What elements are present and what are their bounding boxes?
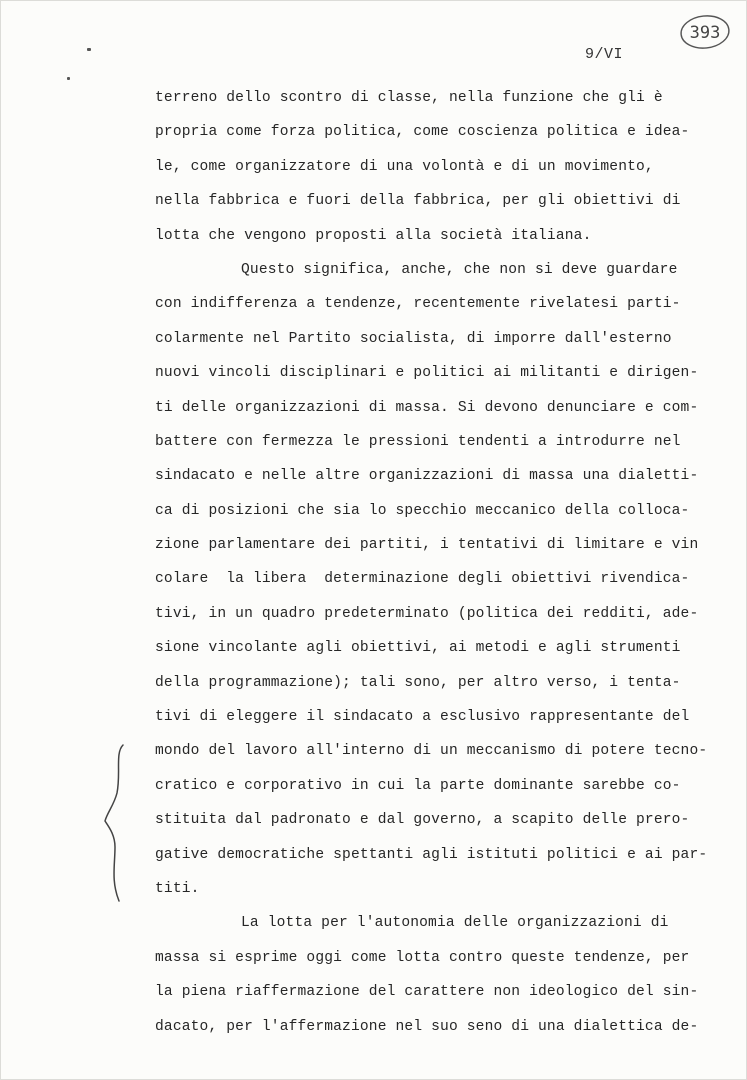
text-line: dacato, per l'affermazione nel suo seno di una dialettica de- xyxy=(155,1018,699,1035)
archive-stamp xyxy=(679,13,731,51)
text-line: con indifferenza a tendenze, recentemente rivelatesi parti- xyxy=(155,296,681,313)
text-line: la piena riaffermazione del carattere non ideologico del sin- xyxy=(155,984,699,1001)
text-line: colarmente nel Partito socialista, di imporre dall'esterno xyxy=(155,330,672,347)
text-line: tivi di eleggere il sindacato a esclusivo rappresentante del xyxy=(155,709,690,726)
text-line: terreno dello scontro di classe, nella funzione che gli è xyxy=(155,90,663,106)
archive-stamp-number: 393 xyxy=(689,23,721,43)
archive-stamp-graphic xyxy=(679,13,731,51)
text-line: cratico e corporativo in cui la parte dominante sarebbe co- xyxy=(155,777,681,794)
text-line: gative democratiche spettanti agli istituti politici e ai par- xyxy=(155,846,708,863)
text-line: propria come forza politica, come coscienza politica e idea- xyxy=(155,124,690,141)
body-text xyxy=(155,81,715,1044)
text-line: sione vincolante agli obiettivi, ai metodi e agli strumenti xyxy=(155,640,681,657)
text-line: massa si esprime oggi come lotta contro queste tendenze, per xyxy=(155,949,690,966)
paragraph-first-line: La lotta per l'autonomia delle organizzazioni di xyxy=(241,915,669,932)
text-line: lotta che vengono proposti alla società italiana. xyxy=(155,227,592,244)
paragraph-first-line: Questo significa, anche, che non si deve guardare xyxy=(241,261,678,278)
text-line: battere con fermezza le pressioni tendenti a introdurre nel xyxy=(155,433,681,450)
text-line: colare la libera determinazione degli obiettivi rivendica- xyxy=(155,571,690,588)
text-line: mondo del lavoro all'interno di un meccanismo di potere tecno- xyxy=(155,743,708,760)
text-line: zione parlamentare dei partiti, i tentativi di limitare e vin xyxy=(155,537,699,554)
text-line: sindacato e nelle altre organizzazioni di massa una dialetti- xyxy=(155,468,699,485)
ink-speck xyxy=(87,48,91,51)
page-number: 9/VI xyxy=(585,46,624,63)
text-line: ti delle organizzazioni di massa. Si devono denunciare e com- xyxy=(155,399,699,416)
text-line: della programmazione); tali sono, per altro verso, i tenta- xyxy=(155,674,681,691)
text-line: ca di posizioni che sia lo specchio meccanico della colloca- xyxy=(155,502,690,519)
text-line: nuovi vincoli disciplinari e politici ai militanti e dirigen- xyxy=(155,365,699,382)
text-line: tivi, in un quadro predeterminato (politica dei redditi, ade- xyxy=(155,605,699,622)
text-line: nella fabbrica e fuori della fabbrica, per gli obiettivi di xyxy=(155,193,681,210)
curly-brace-icon xyxy=(101,743,131,903)
text-line: titi. xyxy=(155,880,200,897)
text-line: le, come organizzatore di una volontà e di un movimento, xyxy=(155,158,654,175)
text-line: stituita dal padronato e dal governo, a scapito delle prero- xyxy=(155,812,690,829)
ink-speck xyxy=(67,77,70,80)
